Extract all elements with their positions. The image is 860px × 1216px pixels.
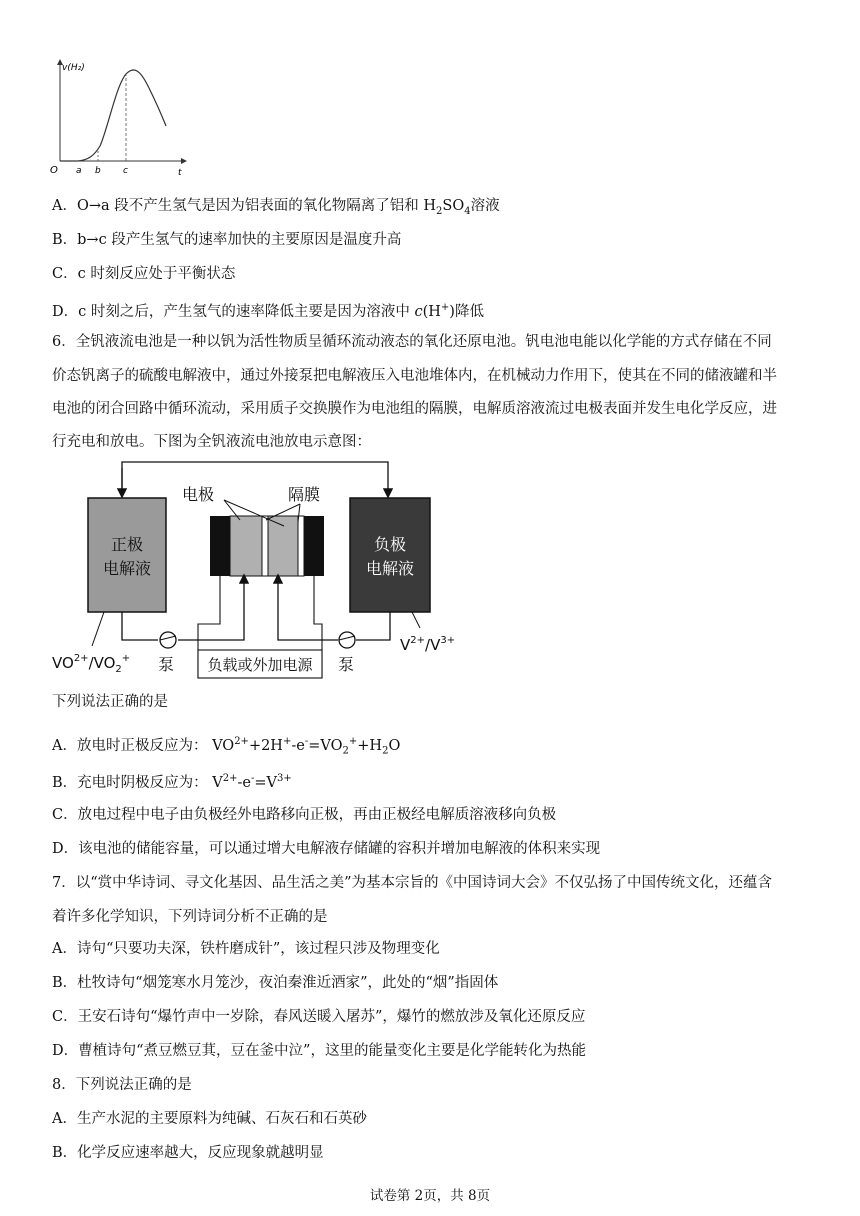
q6-option-d: D．该电池的储能容量，可以通过增大电解液存储罐的容积并增加电解液的体积来实现 — [52, 841, 601, 857]
right-ions-label: $V^{2+}/V^{3+}$ — [400, 635, 456, 654]
left-ions-label: $VO^{2+}/VO_2^+$ — [52, 653, 131, 675]
graph-tick-a: a — [76, 166, 82, 176]
bottom-pipe-right-2 — [278, 576, 338, 640]
half-cell-right — [268, 516, 298, 576]
graph-tick-c: c — [123, 166, 128, 176]
rate-time-graph — [48, 56, 198, 182]
electrode-right — [298, 516, 304, 576]
q5-option-a: A．O→a 段不产生氢气是因为铝表面的氧化物隔离了铝和 $H_2SO_4$溶液 — [52, 198, 500, 217]
membrane-label: 隔膜 — [288, 485, 321, 504]
rate-curve — [60, 70, 166, 161]
pump-right-label: 泵 — [338, 655, 355, 674]
q6-stem-3: 电池的闭合回路中循环流动，采用质子交换膜作为电池组的隔膜，电解质溶液流过电极表面并发生电化学反应，进 — [52, 401, 777, 417]
graph-xlabel: t — [178, 168, 182, 178]
pump-right-icon — [339, 632, 355, 648]
q5-option-c: C．c 时刻反应处于平衡状态 — [52, 266, 236, 282]
q6-stem-2: 价态钒离子的硫酸电解液中，通过外接泵把电解液压入电池堆体内，在机械动力作用下，使其在不同的储液罐和半 — [52, 368, 777, 384]
positive-tank-label-2: 电解液 — [102, 559, 152, 578]
positive-tank-label-1: 正极 — [110, 535, 144, 554]
q6-stem-4: 行充电和放电。下图为全钒液流电池放电示意图： — [52, 434, 371, 450]
q5-option-b: B．b→c 段产生氢气的速率加快的主要原因是温度升高 — [52, 232, 402, 248]
electrode-left — [210, 516, 230, 576]
top-pipe — [122, 462, 388, 496]
page-footer: 试卷第 2页，共 8页 — [369, 1188, 491, 1204]
q7-option-c: C．王安石诗句“爆竹声中一岁除，春风送暖入屠苏”，爆竹的燃放涉及氧化还原反应 — [52, 1009, 586, 1025]
negative-tank-label-1: 负极 — [373, 535, 407, 554]
q8-option-b: B．化学反应速率越大，反应现象就越明显 — [52, 1145, 324, 1161]
pump-left-label: 泵 — [158, 655, 175, 674]
q6-option-a: A．放电时正极反应为： $VO^{2+}+2H^+-e^-=VO_2^++H_2O$ — [52, 736, 401, 757]
pump-left-icon — [160, 632, 176, 648]
positive-tank — [88, 498, 166, 612]
q6-option-b: B．充电时阴极反应为： $V^{2+}-e^-=V^{3+}$ — [52, 773, 292, 791]
vanadium-battery-diagram — [48, 458, 488, 684]
membrane — [262, 516, 268, 576]
q7-stem-2: 着许多化学知识，下列诗词分析不正确的是 — [52, 909, 328, 925]
q6-prompt: 下列说法正确的是 — [52, 694, 168, 710]
graph-origin: O — [50, 165, 58, 176]
electrode-label: 电极 — [182, 485, 215, 504]
q6-stem-1: 6．全钒液流电池是一种以钒为活性物质呈循环流动液态的氧化还原电池。钒电池电能以化学能的方式存储在不同 — [52, 334, 772, 350]
bottom-pipe-left-2 — [178, 576, 244, 640]
bottom-pipe-left — [122, 612, 158, 640]
negative-tank-label-2: 电解液 — [365, 559, 415, 578]
graph-tick-b: b — [95, 166, 101, 176]
electrode-right-outer — [304, 516, 324, 576]
load-label: 负载或外加电源 — [207, 656, 313, 674]
graph-ylabel: v(H₂) — [62, 63, 85, 73]
q7-stem-1: 7．以“赏中华诗词、寻文化基因、品生活之美”为基本宗旨的《中国诗词大会》不仅弘扬了中国传统文化，还蕴含 — [52, 875, 773, 891]
q7-option-b: B．杜牧诗句“烟笼寒水月笼沙，夜泊秦淮近酒家”，此处的“烟”指固体 — [52, 975, 499, 991]
bottom-pipe-right — [356, 612, 390, 640]
q5-option-d: D．c 时刻之后，产生氢气的速率降低主要是因为溶液中 c(H+)降低 — [52, 302, 484, 320]
half-cell-left — [230, 516, 262, 576]
left-ions-pointer — [92, 612, 104, 646]
q7-option-d: D．曹植诗句“煮豆燃豆萁，豆在釜中泣”，这里的能量变化主要是化学能转化为热能 — [52, 1043, 586, 1059]
q6-option-c: C．放电过程中电子由负极经外电路移向正极，再由正极经电解质溶液移向负极 — [52, 807, 557, 823]
right-ions-pointer — [412, 612, 420, 628]
q8-option-a: A．生产水泥的主要原料为纯碱、石灰石和石英砂 — [52, 1111, 367, 1127]
q8-stem: 8．下列说法正确的是 — [52, 1077, 192, 1093]
q7-option-a: A．诗句“只要功夫深，铁杵磨成针”，该过程只涉及物理变化 — [52, 941, 440, 957]
negative-tank — [350, 498, 430, 612]
